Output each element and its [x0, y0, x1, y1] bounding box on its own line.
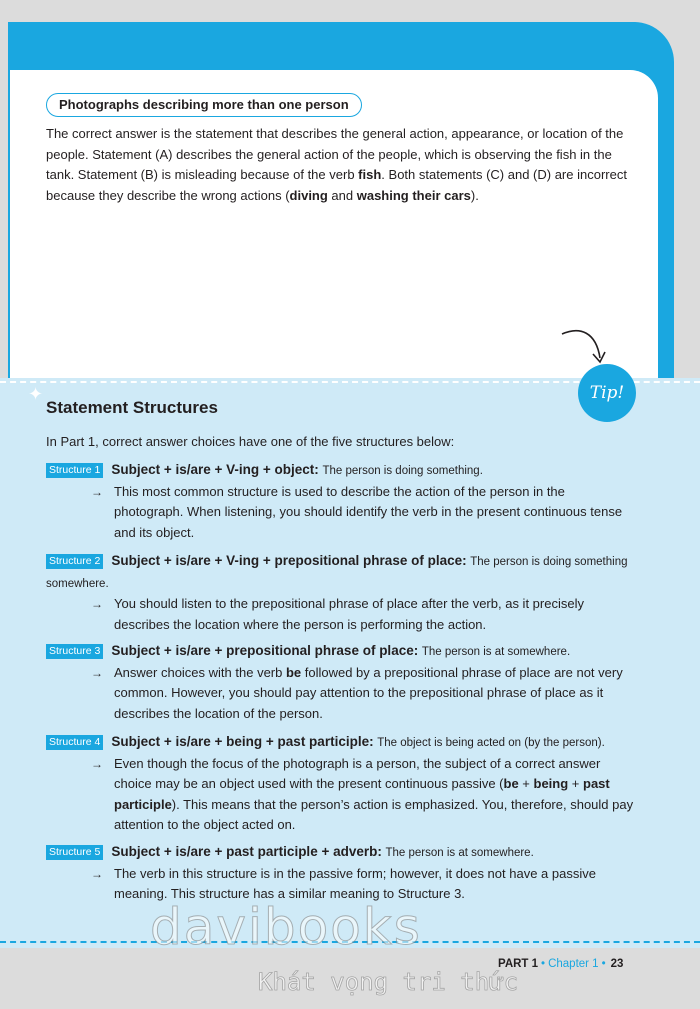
text-run: followed by a prepositional phrase of place are not very common. However, you should pay attention to the prepositional phrase of place as it describes the location of the person.: [114, 664, 623, 721]
structure-meaning: The person is doing something.: [322, 465, 483, 477]
bold-term: fish: [358, 167, 382, 182]
bold-term: be: [285, 664, 302, 680]
tip-badge: Tip!: [578, 364, 636, 422]
structure-1-block: [46, 460, 636, 543]
arrow-right-icon: →: [91, 866, 103, 881]
watermark-logo: davibooks: [150, 898, 422, 956]
bold-term: past participle: [114, 776, 610, 812]
text-run: Even though the focus of the photograph is a person, the subject of a correct answer choice may be an object used with the present continuous passive (: [114, 755, 601, 791]
text-run: This most common structure is used to describe the action of the person in the photograph. When listening, you should identify the verb in the present continuous tense and its object.: [114, 483, 623, 540]
structure-4-note: [46, 754, 636, 836]
arrow-right-icon: →: [91, 597, 103, 611]
structure-1-note: [46, 482, 636, 544]
structure-badge: Structure 5: [46, 845, 103, 860]
section-title: Photographs describing more than one person: [46, 93, 362, 117]
text-run: +: [518, 776, 534, 791]
structure-3-block: [46, 641, 636, 724]
structure-badge: Structure 3: [46, 644, 103, 659]
structure-meaning: The object is being acted on (by the person).: [377, 737, 605, 749]
arrow-right-icon: →: [91, 665, 103, 680]
text-run: . Both statements (C) and (D) are incorrect because they describe the wrong actions (: [46, 167, 627, 203]
explanation-paragraph: [46, 124, 636, 206]
text-run: +: [568, 776, 584, 791]
footer-part: PART 1: [498, 958, 539, 970]
structure-formula: Subject + is/are + past participle + adverb:: [111, 844, 382, 859]
structure-4-block: [46, 732, 636, 836]
text-run: ). This means that the person’s action is emphasized. You, therefore, should pay attention to the object acted on.: [114, 796, 634, 832]
structures-heading: Statement Structures: [46, 398, 218, 417]
structure-3-heading: [46, 641, 636, 663]
structure-2-heading: [46, 551, 636, 594]
bold-term: being: [533, 776, 569, 791]
text-run: The verb in this structure is in the passive form; however, it does not have a passive meaning. This structure has a similar meaning to Structure 3.: [114, 865, 596, 901]
text-run: Answer choices with the verb: [114, 664, 286, 680]
structure-formula: Subject + is/are + being + past participle:: [111, 734, 374, 749]
text-run: The correct answer is the statement that describes the general action, appearance, or location of the people. Statement (A) describes the general action of the people, which is observing the fish in the tank. Statement (B) is misleading because of the verb: [46, 126, 624, 182]
structure-1-heading: [46, 460, 636, 482]
text-run: ).: [470, 187, 479, 203]
structure-2-note: [46, 594, 636, 635]
text-run: and: [327, 187, 357, 203]
structure-formula: Subject + is/are + V-ing + object:: [111, 462, 319, 477]
structure-4-heading: [46, 732, 636, 754]
star-icon: ✦: [28, 384, 44, 404]
structure-meaning: The person is at somewhere.: [421, 646, 571, 658]
watermark-tagline: Khát vọng tri thức: [258, 968, 519, 996]
structure-2-block: [46, 551, 636, 635]
bold-term: be: [503, 776, 519, 791]
footer-chapter: Chapter 1: [548, 958, 599, 970]
bold-term: washing their cars: [356, 187, 471, 203]
page-footer: [498, 958, 623, 970]
curved-arrow-icon: [556, 324, 612, 370]
arrow-right-icon: →: [91, 484, 103, 499]
structure-badge: Structure 1: [46, 463, 103, 478]
text-run: You should listen to the prepositional phrase of place after the verb, as it precisely describes the location where the person is performing the action.: [114, 596, 584, 632]
structure-3-note: [46, 663, 636, 725]
arrow-right-icon: →: [91, 756, 103, 771]
structure-meaning: The person is at somewhere.: [385, 847, 534, 859]
footer-separator: •: [601, 958, 606, 970]
bold-term: diving: [289, 187, 328, 203]
structure-meaning: The person is doing something somewhere.: [46, 556, 628, 590]
structure-formula: Subject + is/are + V-ing + prepositional phrase of place:: [111, 553, 467, 568]
footer-separator: •: [541, 958, 546, 970]
structure-5-heading: [46, 842, 636, 864]
page-number: 23: [610, 958, 624, 970]
structure-formula: Subject + is/are + prepositional phrase of place:: [111, 643, 419, 658]
structure-badge: Structure 4: [46, 735, 103, 750]
structure-5-block: [46, 842, 636, 905]
structure-badge: Structure 2: [46, 554, 103, 569]
structures-intro: In Part 1, correct answer choices have one of the five structures below:: [46, 434, 455, 449]
